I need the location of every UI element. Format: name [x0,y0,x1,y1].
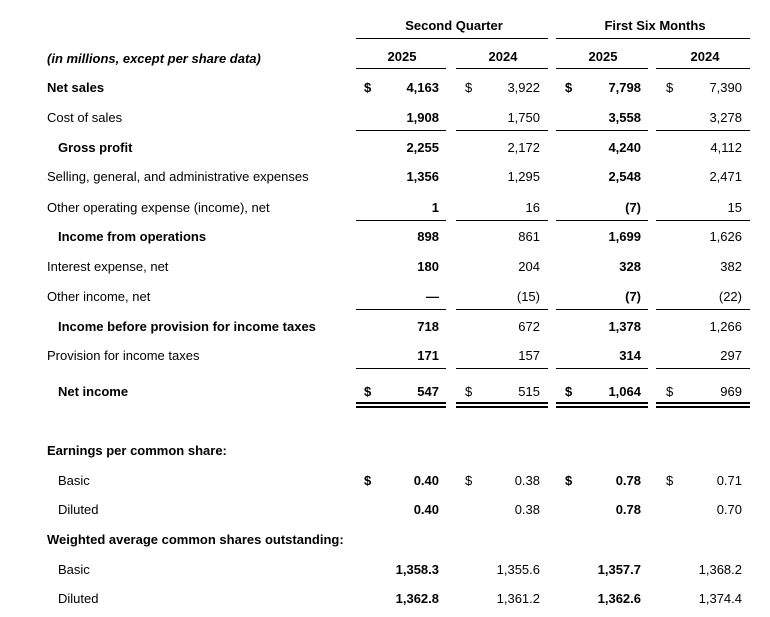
row-5-value-3: (7) [625,200,641,215]
row-4-value-2: 1,295 [507,169,540,184]
row-4-value-3: 2,548 [608,169,641,184]
row-1-value-4: 7,390 [709,80,742,95]
row-label: Gross profit [58,140,133,155]
subtotal-rule [656,309,750,310]
eps-diluted-value-1: 0.40 [413,502,439,517]
eps-diluted-value-4: 0.70 [716,502,742,517]
subtotal-rule [456,309,548,310]
net-income-double-rule-bottom [556,406,648,408]
year-col-4: 2024 [690,49,720,64]
subtotal-rule [456,368,548,369]
header-rule-quarter [356,38,548,39]
row-5-value-4: 15 [727,200,742,215]
row-1-dollar-sign-3: $ [565,80,573,95]
row-label: Interest expense, net [47,259,169,274]
shares-basic-value-4: 1,368.2 [698,562,742,577]
row-2-value-1: 1,908 [406,110,439,125]
row-6-value-2: 861 [518,229,540,244]
subtotal-rule [656,220,750,221]
row-9-value-2: 672 [518,319,540,334]
shares-heading: Weighted average common shares outstanding: [47,532,344,547]
row-6-value-1: 898 [417,229,439,244]
row-7-value-3: 328 [619,259,641,274]
row-10-value-3: 314 [619,348,641,363]
year-rule-1 [356,68,446,69]
row-11-value-4: 969 [720,384,742,399]
row-3-value-4: 4,112 [710,140,742,155]
eps-basic-dollar-sign-3: $ [565,473,573,488]
net-income-double-rule-bottom [356,406,446,408]
net-income-double-rule-top [356,402,446,404]
eps-basic-dollar-sign-2: $ [465,473,473,488]
row-7-value-4: 382 [720,259,742,274]
row-label: Selling, general, and administrative expenses [47,169,309,184]
eps-basic-value-3: 0.78 [615,473,641,488]
eps-basic-label: Basic [58,473,90,488]
row-1-value-2: 3,922 [507,80,540,95]
row-label: Net sales [47,80,105,95]
row-11-dollar-sign-1: $ [364,384,372,399]
eps-diluted-value-2: 0.38 [514,502,540,517]
subtotal-rule [556,130,648,131]
eps-basic-value-4: 0.71 [716,473,742,488]
row-label: Cost of sales [47,110,123,125]
year-rule-2 [456,68,548,69]
net-income-double-rule-top [456,402,548,404]
row-5-value-1: 1 [431,200,439,215]
row-1-dollar-sign-1: $ [364,80,372,95]
subtotal-rule [556,220,648,221]
shares-diluted-value-4: 1,374.4 [698,591,742,606]
net-income-double-rule-top [556,402,648,404]
subtotal-rule [656,130,750,131]
year-rule-3 [556,68,648,69]
row-9-value-1: 718 [417,319,439,334]
net-income-double-rule-bottom [456,406,548,408]
eps-basic-value-2: 0.38 [514,473,540,488]
row-1-dollar-sign-2: $ [465,80,473,95]
row-10-value-4: 297 [720,348,742,363]
subtotal-rule [456,220,548,221]
net-income-double-rule-bottom [656,406,750,408]
row-8-value-3: (7) [625,289,641,304]
row-9-value-4: 1,266 [709,319,742,334]
eps-basic-dollar-sign-4: $ [666,473,674,488]
year-col-1: 2025 [387,49,417,64]
header-rule-six-months [556,38,750,39]
row-7-value-2: 204 [518,259,540,274]
units-label: (in millions, except per share data) [47,51,261,66]
header-first-six-months: First Six Months [604,18,706,33]
row-label: Income from operations [58,229,207,244]
shares-basic-label: Basic [58,562,90,577]
shares-diluted-label: Diluted [58,591,99,606]
net-income-double-rule-top [656,402,750,404]
row-4-value-1: 1,356 [406,169,439,184]
row-11-value-2: 515 [518,384,540,399]
row-2-value-4: 3,278 [709,110,742,125]
row-3-value-2: 2,172 [507,140,540,155]
subtotal-rule [356,220,446,221]
row-11-value-1: 547 [417,384,439,399]
row-4-value-4: 2,471 [709,169,742,184]
row-label: Net income [58,384,129,399]
row-3-value-3: 4,240 [608,140,641,155]
row-10-value-1: 171 [417,348,439,363]
shares-basic-value-2: 1,355.6 [496,562,540,577]
row-label: Other operating expense (income), net [47,200,270,215]
shares-basic-value-1: 1,358.3 [395,562,439,577]
eps-diluted-label: Diluted [58,502,99,517]
subtotal-rule [556,309,648,310]
row-11-dollar-sign-2: $ [465,384,473,399]
year-col-2: 2024 [488,49,518,64]
row-1-dollar-sign-4: $ [666,80,674,95]
row-label: Other income, net [47,289,151,304]
header-second-quarter: Second Quarter [405,18,503,33]
shares-diluted-value-1: 1,362.8 [395,591,439,606]
row-5-value-2: 16 [525,200,540,215]
eps-diluted-value-3: 0.78 [615,502,641,517]
row-7-value-1: 180 [417,259,439,274]
row-6-value-3: 1,699 [608,229,641,244]
row-9-value-3: 1,378 [608,319,641,334]
row-11-dollar-sign-4: $ [666,384,674,399]
row-8-value-2: (15) [516,289,540,304]
eps-basic-value-1: 0.40 [413,473,439,488]
row-1-value-3: 7,798 [608,80,641,95]
year-col-3: 2025 [588,49,618,64]
row-label: Income before provision for income taxes [58,319,316,334]
row-label: Provision for income taxes [47,348,200,363]
subtotal-rule [556,368,648,369]
subtotal-rule [356,309,446,310]
subtotal-rule [356,368,446,369]
shares-diluted-value-2: 1,361.2 [496,591,540,606]
subtotal-rule [456,130,548,131]
subtotal-rule [356,130,446,131]
year-rule-4 [656,68,750,69]
row-11-value-3: 1,064 [608,384,641,399]
shares-diluted-value-3: 1,362.6 [597,591,641,606]
shares-basic-value-3: 1,357.7 [597,562,641,577]
eps-basic-dollar-sign-1: $ [364,473,372,488]
row-10-value-2: 157 [518,348,540,363]
row-2-value-3: 3,558 [608,110,641,125]
row-3-value-1: 2,255 [406,140,439,155]
row-2-value-2: 1,750 [507,110,540,125]
row-1-value-1: 4,163 [406,80,439,95]
eps-heading: Earnings per common share: [47,443,227,458]
row-8-value-4: (22) [718,289,742,304]
subtotal-rule [656,368,750,369]
row-8-value-1: — [426,289,439,304]
row-6-value-4: 1,626 [709,229,742,244]
row-11-dollar-sign-3: $ [565,384,573,399]
